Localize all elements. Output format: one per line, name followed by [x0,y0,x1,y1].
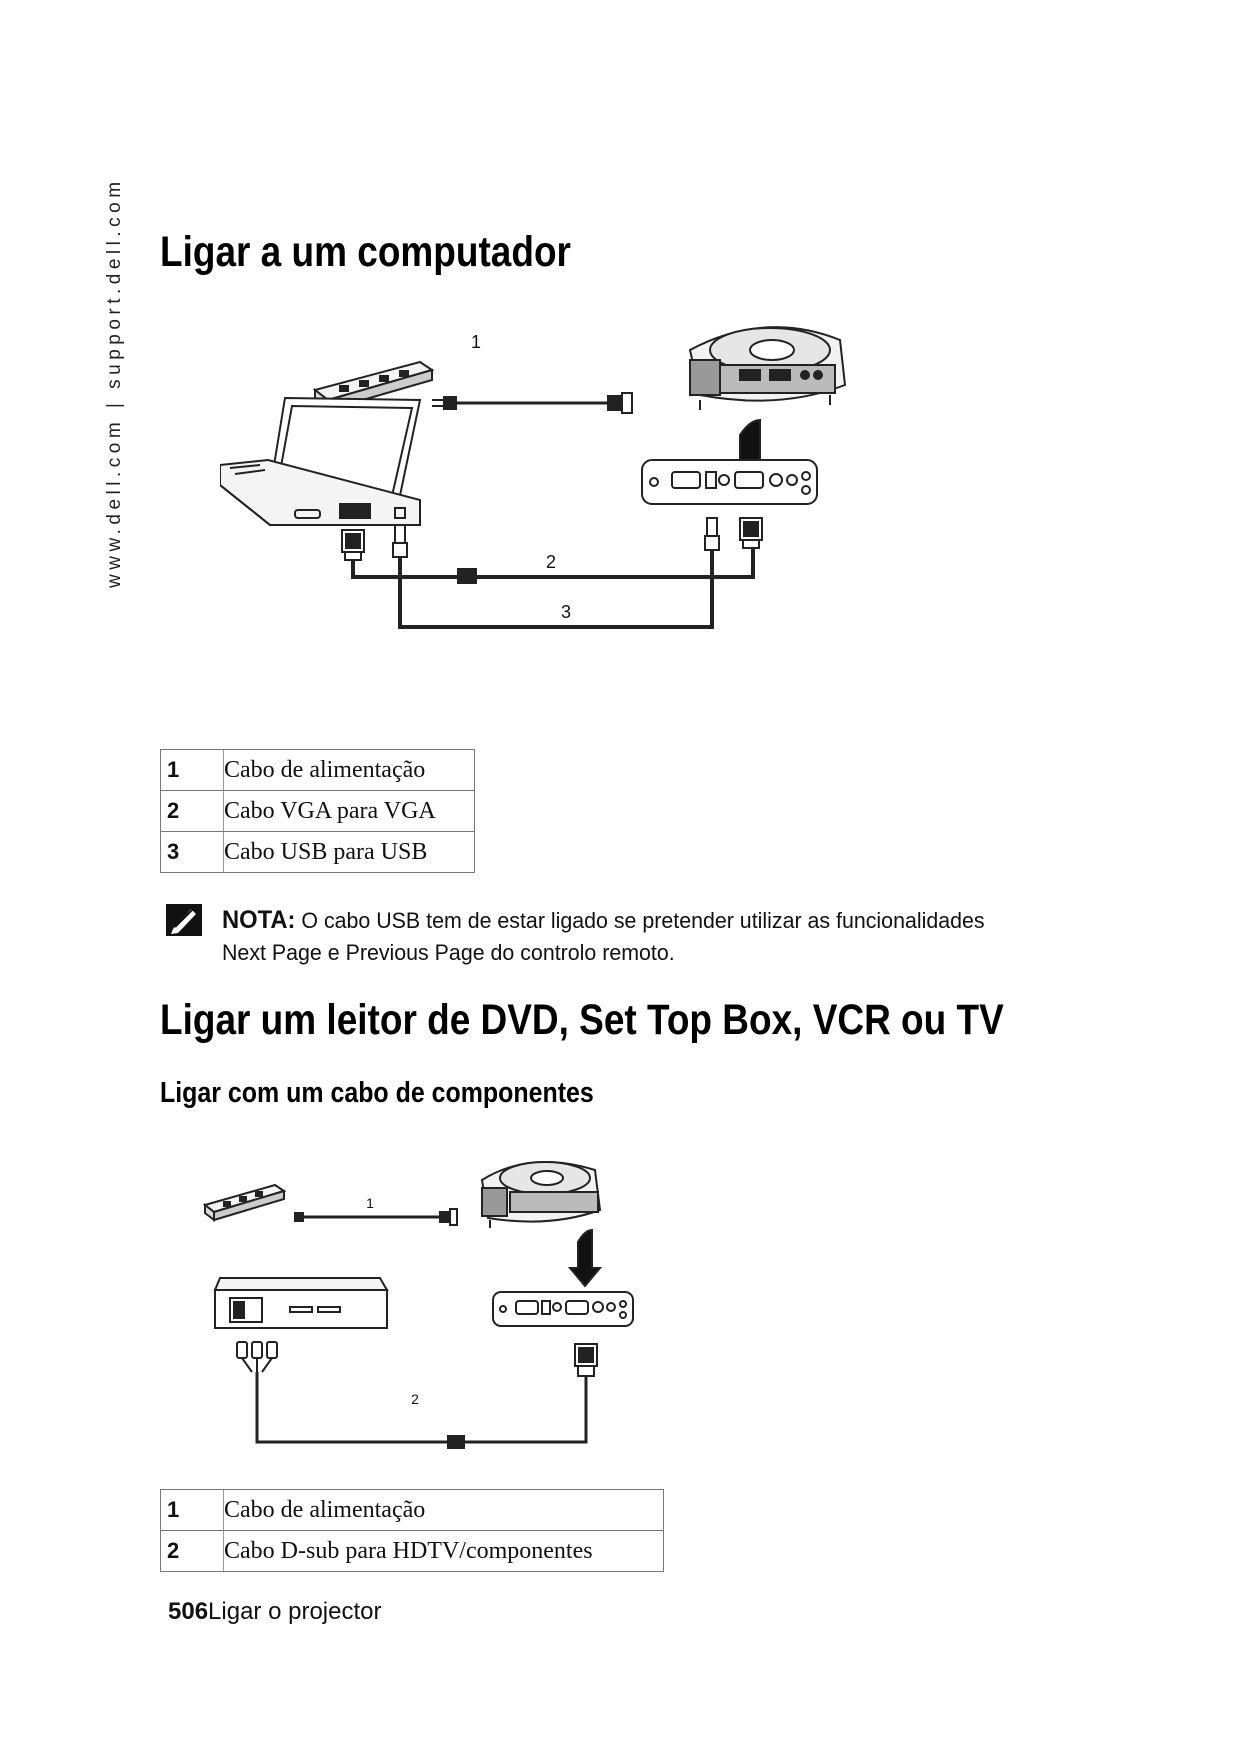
power-plug-icon [432,397,456,409]
callout-1: 1 [366,1195,374,1211]
usb-plug-icon [393,525,407,557]
table-row [161,1490,664,1531]
table-row [161,832,475,873]
section-title-computer: Ligar a um computador [160,228,571,276]
legend-number: 1 [161,1490,224,1531]
rca-plugs-icon [237,1342,277,1372]
chapter-title: Ligar o projector [208,1598,382,1625]
vga-plug-icon [342,530,364,560]
callout-2: 2 [545,552,557,572]
dvd-player-icon [215,1278,387,1328]
legend-text: Cabo VGA para VGA [224,791,475,832]
note-text: O cabo USB tem de estar ligado se pretender utilizar as funcionalidades Next Page e Previous Page do controlo remoto. [222,908,985,965]
page-number: 506 [168,1598,209,1625]
note-pencil-icon [165,903,203,937]
legend-number: 2 [161,1531,224,1572]
table-row [161,750,475,791]
table-row [161,791,475,832]
connector-panel-icon [642,460,817,504]
note-block [222,904,1001,969]
callout-2: 2 [411,1391,419,1407]
subsection-title-component: Ligar com um cabo de componentes [160,1077,594,1109]
power-strip-icon [205,1185,284,1220]
projector-icon [482,1162,600,1228]
usb-plug-icon [705,518,719,550]
side-url: www.dell.com | support.dell.com [104,177,125,588]
callout-3: 3 [560,602,572,622]
diagram-computer-connection [220,310,920,710]
table-row [161,1531,664,1572]
section-title-dvd: Ligar um leitor de DVD, Set Top Box, VCR ou TV [160,996,1004,1044]
legend-text: Cabo de alimentação [224,750,475,791]
note-label: NOTA: [222,906,296,934]
legend-table-component [160,1489,664,1572]
legend-text: Cabo D-sub para HDTV/componentes [224,1531,664,1572]
legend-number: 3 [161,832,224,873]
legend-number: 2 [161,791,224,832]
legend-table-computer [160,749,475,873]
callout-1: 1 [470,332,482,352]
connector-panel-icon [493,1292,633,1326]
page-footer [168,1598,381,1626]
dsub-plug-icon [575,1344,597,1376]
legend-text: Cabo de alimentação [224,1490,664,1531]
laptop-icon [220,398,420,525]
legend-number: 1 [161,750,224,791]
legend-text: Cabo USB para USB [224,832,475,873]
vga-plug-icon [740,518,762,548]
diagram-component-connection [200,1150,660,1450]
projector-icon [690,327,845,410]
